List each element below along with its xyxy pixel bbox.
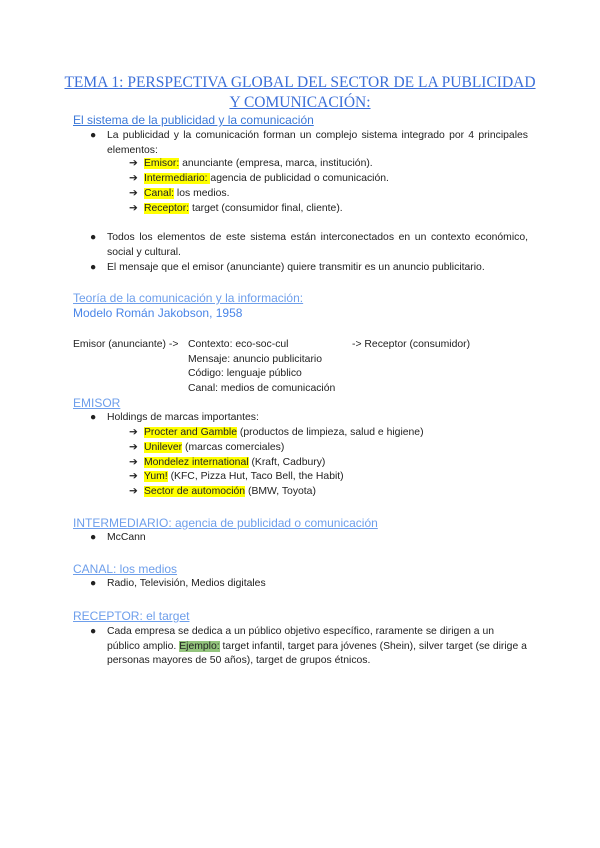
model-emisor: Emisor (anunciante) -> [73,339,179,350]
arrow-icon: ➔ [129,471,138,482]
bullet-icon: ● [90,130,97,141]
section-heading-emisor: EMISOR [73,396,121,410]
bullet-text: McCann [107,532,146,543]
bullet-text: El mensaje que el emisor (anunciante) quiere transmitir es un anuncio publicitario. [107,262,485,273]
title-line-2: Y COMUNICACIÓN: [229,94,371,111]
list-item [129,485,316,500]
highlight-label: Receptor: [144,203,190,214]
model-codigo: Código: lenguaje público [188,368,302,379]
bullet-icon: ● [90,578,97,589]
model-canal: Canal: medios de comunicación [188,383,336,394]
model-contexto: Contexto: eco-soc-cul [188,339,289,350]
highlight-label: Unilever [144,442,183,453]
example-highlight: Ejemplo: [179,640,220,652]
bullet-text: Holdings de marcas importantes: [107,412,259,423]
page-title [60,73,540,113]
item-text: (Kraft, Cadbury) [248,457,326,468]
list-item [129,172,389,187]
arrow-icon: ➔ [129,188,138,199]
item-text: target (consumidor final, cliente). [189,203,343,214]
highlight-label: Yum! [144,471,168,482]
arrow-icon: ➔ [129,457,138,468]
highlight-label: Procter and Gamble [144,427,237,438]
list-item [129,187,230,202]
bullet-icon: ● [90,626,97,637]
section-heading-teoria: Teoría de la comunicación y la información: [73,291,304,305]
arrow-icon: ➔ [129,442,138,453]
item-text: anunciante (empresa, marca, institución). [179,158,373,169]
bullet-text: Radio, Televisión, Medios digitales [107,578,266,589]
bullet-icon: ● [90,262,97,273]
model-mensaje: Mensaje: anuncio publicitario [188,354,323,365]
item-text: (BMW, Toyota) [245,486,316,497]
section-heading-canal: CANAL: los medios [73,562,178,576]
bullet-text: La publicidad y la comunicación forman un complejo sistema integrado por 4 principales elementos: [107,130,528,156]
title-line-1: TEMA 1: PERSPECTIVA GLOBAL DEL SECTOR DE LA PUBLICIDAD [64,74,536,91]
bullet-icon: ● [90,412,97,423]
arrow-icon: ➔ [129,203,138,214]
highlight-label: Sector de automoción [144,486,246,497]
arrow-icon: ➔ [129,486,138,497]
section-heading-receptor: RECEPTOR: el target [73,609,190,623]
item-text: agencia de publicidad o comunicación. [210,173,389,184]
list-item [129,426,424,441]
receptor-text-1: Cada empresa se dedica a un público objetivo específico, raramente se dirigen a un público amplio. [107,626,494,652]
section-subheading-modelo: Modelo Román Jakobson, 1958 [73,306,243,320]
receptor-text-2: target infantil, target para jóvenes (Shein), silver target (se dirige a personas mayores de 50 años), target de grupos étnicos. [107,640,527,667]
highlight-label: Mondelez international [144,457,249,468]
highlight-label: Emisor: [144,158,180,169]
section-heading-intermediario: INTERMEDIARIO: agencia de publicidad o comunicación [73,516,378,530]
section-heading-sistema: El sistema de la publicidad y la comunicación [73,113,314,127]
list-item [129,202,343,217]
model-receptor: -> Receptor (consumidor) [352,339,471,350]
list-item [129,441,284,456]
highlight-label: Intermediario: [144,173,211,184]
list-item [129,470,344,485]
item-text: (KFC, Pizza Hut, Taco Bell, the Habit) [167,471,344,482]
bullet-icon: ● [90,532,97,543]
bullet-icon: ● [90,232,97,243]
list-item [129,456,325,471]
highlight-label: Canal: [144,188,175,199]
list-item [129,157,373,172]
item-text: (marcas comerciales) [182,442,285,453]
arrow-icon: ➔ [129,173,138,184]
arrow-icon: ➔ [129,427,138,438]
arrow-icon: ➔ [129,158,138,169]
item-text: (productos de limpieza, salud e higiene) [236,427,424,438]
bullet-text: Todos los elementos de este sistema están interconectados en un contexto económico, social y cultural. [107,232,528,258]
item-text: los medios. [174,188,230,199]
bullet-text [107,625,528,669]
